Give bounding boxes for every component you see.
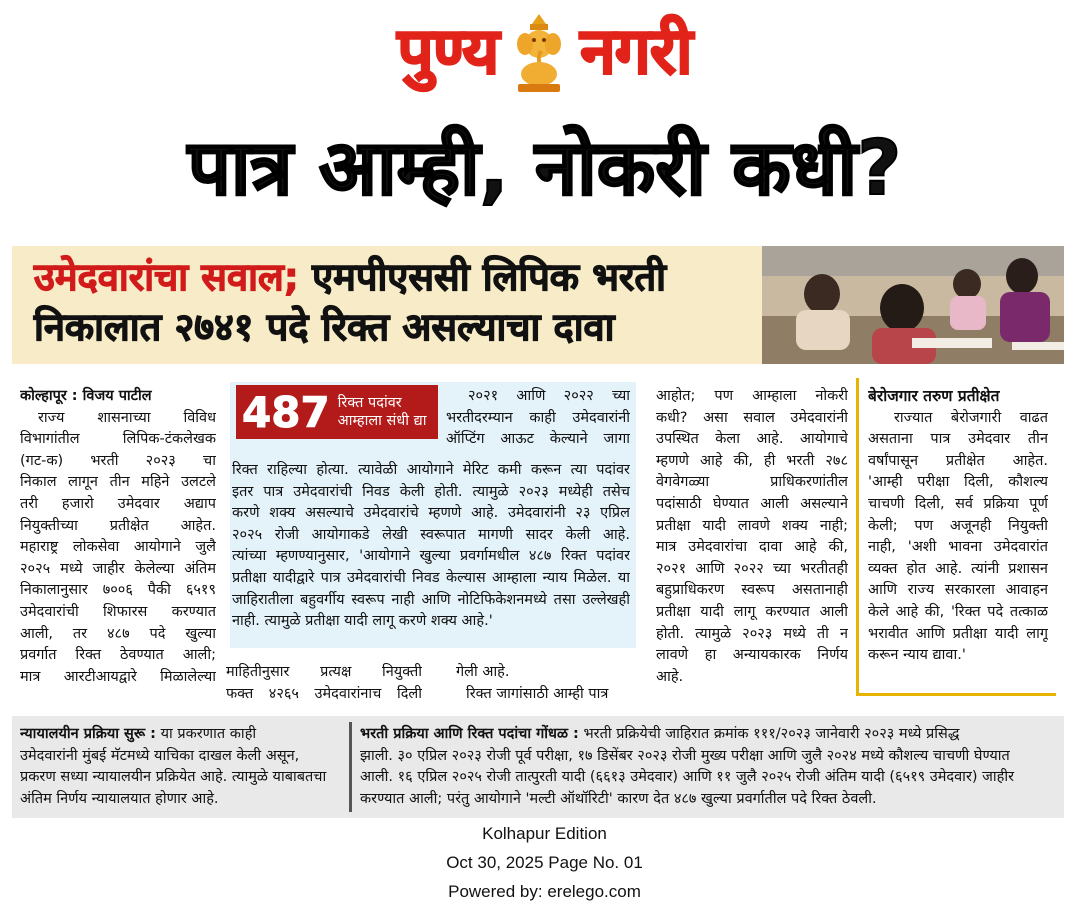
col3-line: पदांसाठी घेण्यात आली असल्याने <box>656 495 848 512</box>
court-process-line: प्रकरण सध्या न्यायालयीन प्रक्रियेत आहे. त्यामुळे याबाबतचा <box>20 769 327 786</box>
col3-line: बहुप्राधिकरण स्वरूप असतानाही <box>656 582 848 599</box>
sidebar-line: वर्षांपासून प्रतीक्षेत आहेत. <box>868 452 1048 469</box>
sidebar-title: बेरोजगार तरुण प्रतीक्षेत <box>868 387 1000 405</box>
sidebar-line: आणि राज्य सरकारला आवाहन <box>868 582 1048 599</box>
col3-line: प्रतीक्षा यादी लागू करण्यात आली <box>656 603 848 620</box>
court-process-block <box>20 724 342 810</box>
col3-line: आहे. <box>656 668 684 685</box>
badge-number: 487 <box>242 387 330 437</box>
sidebar-line: व्यक्त होत आहे. त्यांनी प्रशासन <box>868 560 1048 577</box>
article-column-2-bottom-right <box>440 662 636 705</box>
col3-line: कधी? असा सवाल उमेदवारांनी <box>656 409 848 426</box>
col1-line: मात्र आरटीआयद्वारे मिळालेल्या <box>20 668 216 685</box>
sidebar-line: राज्यात बेरोजगारी वाढत <box>894 409 1048 426</box>
recruitment-process-line: आली. १६ एप्रिल २०२५ रोजी तात्पुरती यादी (६६१३ उमेदवार) आणि ११ जुलै २०२५ रोजी अंतिम यादी (६५१९ उमेदवार) जाहीर <box>360 769 1015 786</box>
col1-line: तरी हजारो उमेदवार अद्याप <box>20 495 216 512</box>
col3-line: उपस्थित केला आहे. आयोगाचे <box>656 431 848 448</box>
col3-line: लावणे हा अन्यायकारक निर्णय <box>656 647 848 664</box>
court-process-line-1-rest: या प्रकरणात काही <box>160 726 257 742</box>
col3-line: होती. त्यामुळे २०२३ मध्ये ती न <box>656 625 848 642</box>
col2-line: जाहिरातीला बहुवर्गीय स्वरूप नाही आणि नोटिफिकेशनमध्ये तसा उल्लेखही <box>232 591 630 608</box>
ganesha-logo-icon <box>508 10 570 94</box>
col3-line: आहोत; पण आम्हाला नोकरी <box>656 388 848 404</box>
col1-line: नियुक्तीच्या प्रतीक्षेत आहेत. <box>20 517 216 534</box>
col1-line: विभागांतील लिपिक-टंकलेखक <box>20 431 216 448</box>
col3-line: मात्र उमेदवारांचा दावा आहे की, <box>656 539 848 556</box>
col2-line: रिक्त राहिल्या होत्या. त्यावेळी आयोगाने मेरिट कमी करून त्या पदांवर <box>232 462 630 478</box>
recruitment-process-line: झाली. ३० एप्रिल २०२३ रोजी पूर्व परीक्षा, १७ डिसेंबर २०२३ रोजी मुख्य परीक्षा आणि जुलै २०२४ मध्ये कौशल्य चाचणी घेण्यात <box>360 747 1010 764</box>
col1-line: (गट-क) भरती २०२३ चा <box>20 452 216 469</box>
footer-powered-by: Powered by: erelego.com <box>448 882 641 901</box>
col2-bottom-right-line: गेली आहे. <box>456 664 510 680</box>
badge-caption-line-2: आम्हाला संधी द्या <box>337 413 427 429</box>
col2-line: नाही. त्यामुळे प्रतीक्षा यादी लागू करणे शक्य आहे.' <box>232 613 493 630</box>
col2-line: करणे शक्य असल्याचे उमेदवारांचे म्हणणे आहे. उमेदवारांनी २३ एप्रिल <box>232 505 630 522</box>
sidebar-line: 'आम्ही परीक्षा दिली, कौशल्य <box>868 474 1048 491</box>
col1-line: राज्य शासनाच्या विविध <box>38 409 216 426</box>
court-process-line: अंतिम निर्णय न्यायालयात होणार आहे. <box>20 790 219 807</box>
col1-line: २०२५ मध्ये जाहीर केलेल्या अंतिम <box>20 560 216 577</box>
footer-date-page: Oct 30, 2025 Page No. 01 <box>446 853 643 872</box>
subheadline-line-1-rest: एमपीएससी लिपिक भरती <box>312 255 666 299</box>
col3-line: म्हणणे आहे की, ही भरती २७८ <box>656 452 848 469</box>
headline: पात्र आम्ही, नोकरी कधी? <box>187 123 902 212</box>
col2-bottom-right-line: रिक्त जागांसाठी आम्ही पात्र <box>466 685 609 702</box>
col2-line: इतर पात्र उमेदवारांची निवड केली होती. त्यामुळे २०२३ मध्येही तसेच <box>232 483 630 500</box>
col2-top-line: ऑप्टिंग आऊट केल्याने जागा <box>446 431 630 448</box>
court-process-line: उमेदवारांनी मुंबई मॅटमध्ये याचिका दाखल केली असून, <box>20 747 300 764</box>
footer-edition: Kolhapur Edition <box>482 824 607 843</box>
col1-line: प्रवर्गात रिक्त ठेवण्यात आली; <box>20 647 216 664</box>
recruitment-process-line <box>360 724 1060 746</box>
recruitment-process-block <box>360 724 1060 810</box>
bottom-band-divider <box>349 722 352 812</box>
subheadline-line-2: निकालात २७४१ पदे रिक्त असल्याचा दावा <box>34 305 615 349</box>
sidebar-line: चाचणी दिली, सर्व प्रक्रिया पूर्ण <box>868 495 1048 512</box>
col2-top-line: २०२१ आणि २०२२ च्या <box>468 388 630 404</box>
col2-line: प्रतीक्षा यादीद्वारे पात्र उमेदवारांची निवड केल्यास आम्हाला न्याय मिळेल. या <box>232 569 630 586</box>
badge-caption-line-1: रिक्त पदांवर <box>337 395 402 411</box>
article-column-2 <box>232 460 630 633</box>
article-column-1 <box>20 386 216 688</box>
sidebar-line: करून न्याय द्यावा.' <box>868 647 966 664</box>
byline: कोल्हापूर : विजय पाटील <box>20 388 152 404</box>
sidebar-line: भरावीत आणि प्रतीक्षा यादी लागू <box>868 625 1048 642</box>
court-process-line <box>20 724 342 746</box>
article-column-3 <box>656 386 848 688</box>
col1-line: निकालानुसार ७००६ पैकी ६५१९ <box>20 582 216 599</box>
col2-bottom-left-line: फक्त ४२६५ उमेदवारांनाच दिली <box>226 685 422 702</box>
col2-bottom-left-line: माहितीनुसार प्रत्यक्ष नियुक्ती <box>226 664 422 680</box>
exam-hall-photo <box>762 246 1064 364</box>
col3-line: वेगवेगळ्या प्राधिकरणांतील <box>656 474 848 491</box>
court-process-title: न्यायालयीन प्रक्रिया सुरू : <box>20 726 156 742</box>
col2-top-line: भरतीदरम्यान काही उमेदवारांनी <box>446 409 630 426</box>
article-column-2-top <box>446 386 630 451</box>
badge-caption <box>330 394 427 430</box>
sidebar-line: असताना पात्र उमेदवार तीन <box>868 431 1048 448</box>
col2-line: २०२५ रोजी आयोगाकडे लेखी स्वरूपात मागणी सादर केली आहे. <box>232 526 630 543</box>
col2-line: त्यांच्या म्हणण्यानुसार, 'आयोगाने खुल्या प्रवर्गामधील ४८७ रिक्त पदांवर <box>232 548 630 565</box>
masthead-title-left: पुण्य <box>397 15 499 89</box>
subheadline-band <box>12 246 1064 364</box>
col3-line: प्रतीक्षा यादी लावणे शक्य नाही; <box>656 517 848 534</box>
col1-line: महाराष्ट्र लोकसेवा आयोगाने जुलै <box>20 539 216 556</box>
vacancy-badge <box>236 385 438 439</box>
sidebar-column <box>868 386 1048 667</box>
masthead <box>0 6 1089 98</box>
bottom-band <box>12 716 1064 818</box>
recruitment-process-line: करण्यात आली; परंतु आयोगाने 'मल्टी ऑथॉरिटी' कारण देत ४८७ खुल्या प्रवर्गातील पदे रिक्त ठेवली. <box>360 790 877 807</box>
subheadline-red-part: उमेदवारांचा सवाल; <box>34 255 299 299</box>
recruitment-process-title: भरती प्रक्रिया आणि रिक्त पदांचा गोंधळ : <box>360 726 579 742</box>
col1-line: निकाल लागून तीन महिने उलटले <box>20 474 216 491</box>
masthead-title-right: नगरी <box>580 15 692 89</box>
subheadline-line-1 <box>34 254 666 302</box>
sidebar-line: केले आहे की, 'रिक्त पदे तत्काळ <box>868 603 1048 620</box>
article-column-2-bottom-left <box>226 662 422 705</box>
sidebar-line: नाही, 'अशी भावना उमेदवारांत <box>868 539 1048 556</box>
col3-line: २०२१ आणि २०२२ च्या भरतीतही <box>656 560 848 577</box>
sidebar-line: केली; पण अजूनही नियुक्ती <box>868 517 1048 534</box>
col1-line: आली, तर ४८७ पदे खुल्या <box>20 625 216 642</box>
col1-line: उमेदवारांची शिफारस करण्यात <box>20 603 216 620</box>
recruitment-process-line-1-rest: भरती प्रक्रियेची जाहिरात क्रमांक १११/२०२३ जानेवारी २०२३ मध्ये प्रसिद्ध <box>583 726 960 742</box>
